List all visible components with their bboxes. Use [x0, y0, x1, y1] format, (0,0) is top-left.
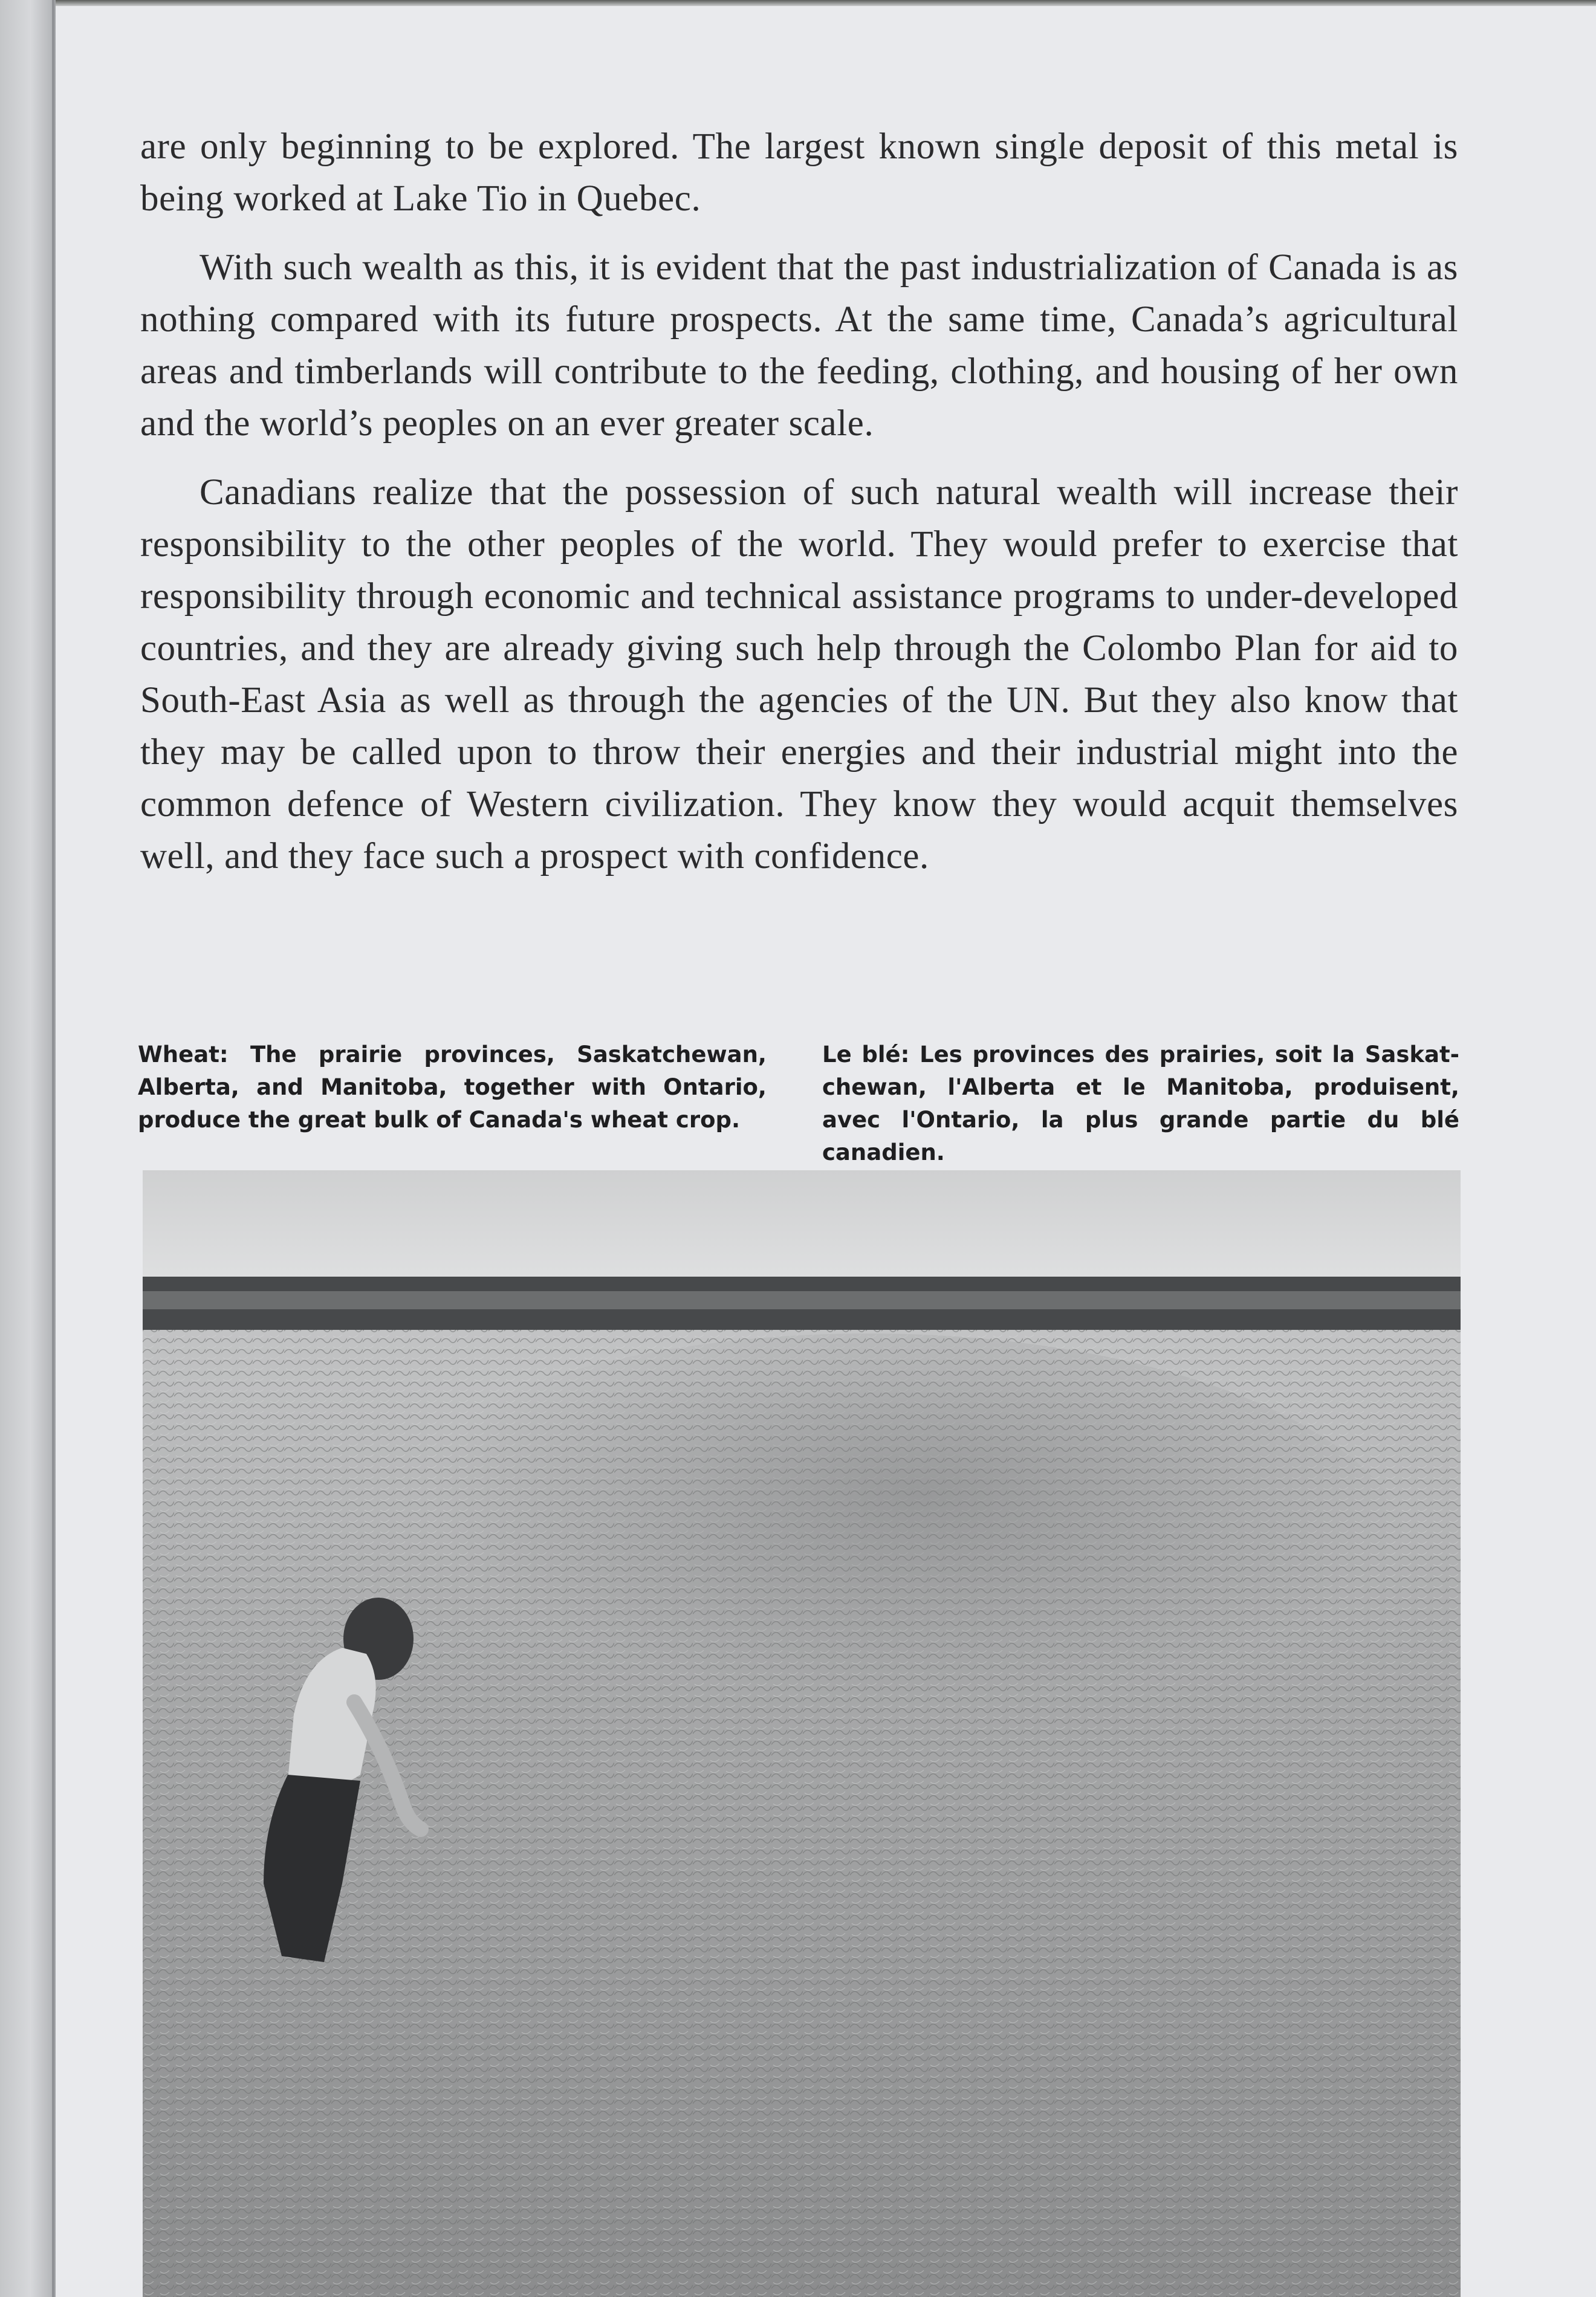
photo-captions — [138, 1038, 1459, 1165]
paragraph-responsibility: Canadians realize that the possession of such natural wealth will increase their responsibility to the other peoples of the world. They would prefer to exercise that responsibility through economic and technical assistance programs to under-developed countries, and they are already giving such help through the Colombo Plan for aid to South-East Asia as well as through the agencies of the UN. But they also know that they may be called upon to throw their energies and their industrial might into the common defence of Western civilization. They know they would acquit themselves well, and they face such a prospect with confidence. — [140, 472, 1458, 876]
binding-gutter — [0, 0, 56, 2297]
body-text — [140, 121, 1458, 899]
wheat-field-photo — [143, 1170, 1461, 2297]
paragraph-continuation: are only beginning to be explored. The largest known single deposit of this metal is being worked at Lake Tio in Quebec. — [140, 126, 1458, 219]
page-top-edge — [0, 0, 1596, 6]
gutter-fold-line — [52, 0, 54, 2297]
caption-french: Le blé: Les provinces des prairies, soit la Saskat-chewan, l'Alberta et le Manitoba, produisent, avec l'Ontario, la plus grande partie du blé canadien. — [822, 1042, 1459, 1165]
paragraph-wealth: With such wealth as this, it is evident that the past industrialization of Canada is as nothing compared with its future prospects. At the same time, Canada’s agricultural areas and timberlands will contribute to the feeding, clothing, and housing of her own and the world’s peoples on an ever greater scale. — [140, 247, 1458, 444]
photo-horizon-light — [143, 1291, 1461, 1309]
caption-english: Wheat: The prairie provinces, Saskatchewan, Alberta, and Manitoba, together with Ontario, produce the great bulk of Canada's wheat crop. — [138, 1042, 767, 1133]
photo-sky — [143, 1170, 1461, 1279]
photo-field-shadow — [324, 1333, 1412, 1793]
